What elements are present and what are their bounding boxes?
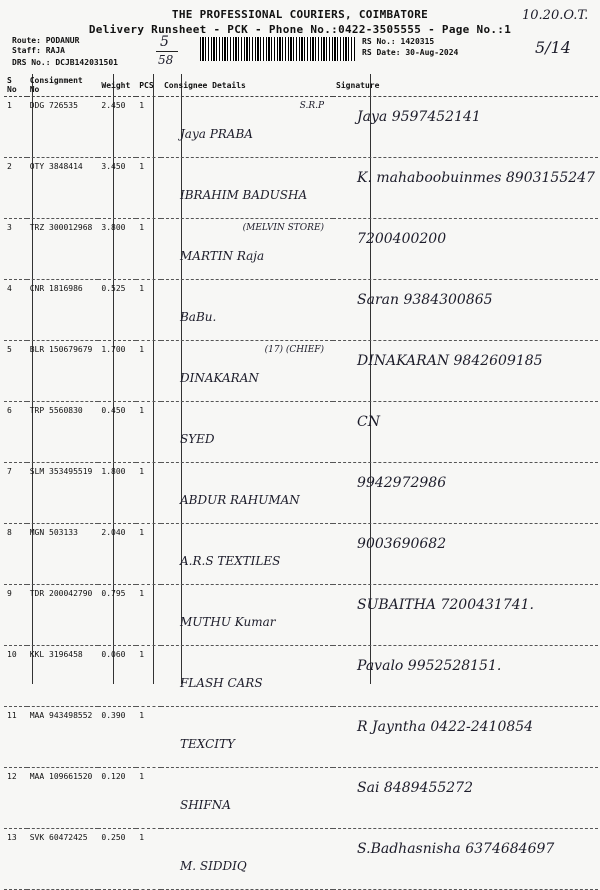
consignee-details-cell (161, 463, 333, 524)
consignment-number: TRZ 300012968 (27, 219, 99, 280)
recipient-signature: Jaya 9597452141 (333, 97, 598, 158)
consignee-details-cell (161, 280, 333, 341)
consignee-name: Jaya PRABA (179, 127, 253, 141)
runsheet-table (4, 74, 598, 890)
consignee-details-cell (161, 585, 333, 646)
table-row (4, 402, 598, 463)
consignment-number: OTY 3848414 (27, 158, 99, 219)
recipient-signature: CN (333, 402, 598, 463)
col-header-sno: S No (4, 74, 27, 97)
recipient-signature: K. mahaboobuinmes 8903155247 (333, 158, 598, 219)
drs-number: DRS No.: DCJB142031501 (12, 58, 118, 67)
weight-value: 1.800 (98, 463, 136, 524)
consignee-name: M. SIDDIQ (179, 859, 247, 873)
barcode (200, 37, 355, 61)
serial-number: 5 (4, 341, 27, 402)
rs-date: RS Date: 30-Aug-2024 (362, 48, 459, 57)
table-row (4, 463, 598, 524)
consignee-name: MUTHU Kumar (179, 615, 276, 629)
recipient-signature: 9942972986 (333, 463, 598, 524)
handwritten-corner-mark: 5/14 (535, 38, 571, 57)
consignee-note (164, 162, 330, 174)
consignee-note (164, 833, 330, 845)
consignee-name: DINAKARAN (179, 371, 259, 385)
col-header-pcs: PCS (136, 74, 161, 97)
consignee-note (164, 589, 330, 601)
consignee-name: FLASH CARS (179, 676, 263, 690)
serial-number: 6 (4, 402, 27, 463)
pieces-count: 1 (136, 463, 161, 524)
table-row (4, 585, 598, 646)
consignee-note (164, 711, 330, 723)
table-header-row (4, 74, 598, 97)
consignee-note: (17) (CHIEF) (264, 345, 325, 355)
serial-number: 13 (4, 829, 27, 890)
serial-number: 2 (4, 158, 27, 219)
pieces-count: 1 (136, 646, 161, 707)
weight-value: 0.250 (98, 829, 136, 890)
consignee-details-cell (161, 158, 333, 219)
recipient-signature: 7200400200 (333, 219, 598, 280)
consignment-number: KKL 3196458 (27, 646, 99, 707)
consignee-note: (MELVIN STORE) (242, 223, 325, 233)
weight-value: 3.800 (98, 219, 136, 280)
weight-value: 0.390 (98, 707, 136, 768)
table-row (4, 280, 598, 341)
consignee-note: S.R.P (299, 101, 325, 111)
consignee-note (164, 772, 330, 784)
weight-value: 3.450 (98, 158, 136, 219)
serial-number: 4 (4, 280, 27, 341)
route-label: Route: PODANUR (12, 36, 80, 45)
pieces-count: 1 (136, 829, 161, 890)
weight-value: 0.795 (98, 585, 136, 646)
consignee-name: TEXCITY (179, 737, 235, 751)
consignee-details-cell (161, 341, 333, 402)
weight-value: 0.060 (98, 646, 136, 707)
consignment-number: MAA 109661520 (27, 768, 99, 829)
consignee-note (164, 467, 330, 479)
consignment-number: MGN 503133 (27, 524, 99, 585)
col-header-weight: Weight (98, 74, 136, 97)
consignee-details-cell (161, 219, 333, 280)
rs-number: RS No.: 1420315 (362, 37, 435, 46)
table-row (4, 646, 598, 707)
consignee-note (164, 406, 330, 418)
pieces-count: 1 (136, 524, 161, 585)
consignee-note (164, 528, 330, 540)
runsheet-title: THE PROFESSIONAL COURIERS, COIMBATORE (171, 8, 429, 21)
recipient-signature: DINAKARAN 9842609185 (333, 341, 598, 402)
consignee-details-cell (161, 646, 333, 707)
consignee-name: A.R.S TEXTILES (179, 554, 281, 568)
runsheet-subtitle: Delivery Runsheet - PCK - Phone No.:0422-3505555 - Page No.:1 (88, 23, 512, 36)
table-row (4, 158, 598, 219)
recipient-signature: R Jayntha 0422-2410854 (333, 707, 598, 768)
serial-number: 8 (4, 524, 27, 585)
consignee-details-cell (161, 97, 333, 158)
weight-value: 2.040 (98, 524, 136, 585)
consignee-note (164, 284, 330, 296)
recipient-signature: SUBAITHA 7200431741. (333, 585, 598, 646)
table-row (4, 341, 598, 402)
consignee-name: SHIFNA (179, 798, 231, 812)
consignment-number: TRP 5560830 (27, 402, 99, 463)
staff-label: Staff: RAJA (12, 46, 65, 55)
pieces-count: 1 (136, 280, 161, 341)
pieces-count: 1 (136, 585, 161, 646)
handwritten-fraction-denominator: 58 (158, 53, 174, 67)
recipient-signature: S.Badhasnisha 6374684697 (333, 829, 598, 890)
weight-value: 0.120 (98, 768, 136, 829)
serial-number: 11 (4, 707, 27, 768)
serial-number: 3 (4, 219, 27, 280)
serial-number: 1 (4, 97, 27, 158)
serial-number: 12 (4, 768, 27, 829)
col-header-consignment: Consignment No (27, 74, 99, 97)
table-row (4, 707, 598, 768)
handwritten-fraction-numerator: 5 (160, 34, 169, 50)
consignee-name: ABDUR RAHUMAN (179, 493, 300, 507)
pieces-count: 1 (136, 768, 161, 829)
consignment-number: TDR 200042790 (27, 585, 99, 646)
consignee-name: SYED (179, 432, 215, 446)
serial-number: 9 (4, 585, 27, 646)
consignee-name: BaBu. (179, 310, 217, 324)
consignee-name: IBRAHIM BADUSHA (179, 188, 308, 202)
consignment-number: SVK 60472425 (27, 829, 99, 890)
table-row (4, 524, 598, 585)
consignee-note (164, 650, 330, 662)
consignment-number: SLM 353495519 (27, 463, 99, 524)
recipient-signature: Sai 8489455272 (333, 768, 598, 829)
weight-value: 2.450 (98, 97, 136, 158)
weight-value: 0.525 (98, 280, 136, 341)
serial-number: 7 (4, 463, 27, 524)
consignment-number: CNR 1816986 (27, 280, 99, 341)
table-row (4, 219, 598, 280)
consignment-number: MAA 943498552 (27, 707, 99, 768)
table-row (4, 768, 598, 829)
consignee-details-cell (161, 524, 333, 585)
consignee-details-cell (161, 768, 333, 829)
consignment-number: BLR 150679679 (27, 341, 99, 402)
col-header-signature: Signature (333, 74, 598, 97)
recipient-signature: 9003690682 (333, 524, 598, 585)
consignee-details-cell (161, 829, 333, 890)
weight-value: 1.700 (98, 341, 136, 402)
table-row (4, 829, 598, 890)
serial-number: 10 (4, 646, 27, 707)
recipient-signature: Saran 9384300865 (333, 280, 598, 341)
pieces-count: 1 (136, 158, 161, 219)
weight-value: 0.450 (98, 402, 136, 463)
consignee-details-cell (161, 707, 333, 768)
pieces-count: 1 (136, 341, 161, 402)
fraction-line (156, 51, 178, 52)
col-header-consignee: Consignee Details (161, 74, 333, 97)
consignment-number: DDG 726535 (27, 97, 99, 158)
consignee-name: MARTIN Raja (179, 249, 265, 263)
pieces-count: 1 (136, 707, 161, 768)
pieces-count: 1 (136, 219, 161, 280)
pieces-count: 1 (136, 97, 161, 158)
recipient-signature: Pavalo 9952528151. (333, 646, 598, 707)
table-row (4, 97, 598, 158)
consignee-details-cell (161, 402, 333, 463)
handwritten-top-note: 10.20.O.T. (522, 8, 589, 23)
pieces-count: 1 (136, 402, 161, 463)
